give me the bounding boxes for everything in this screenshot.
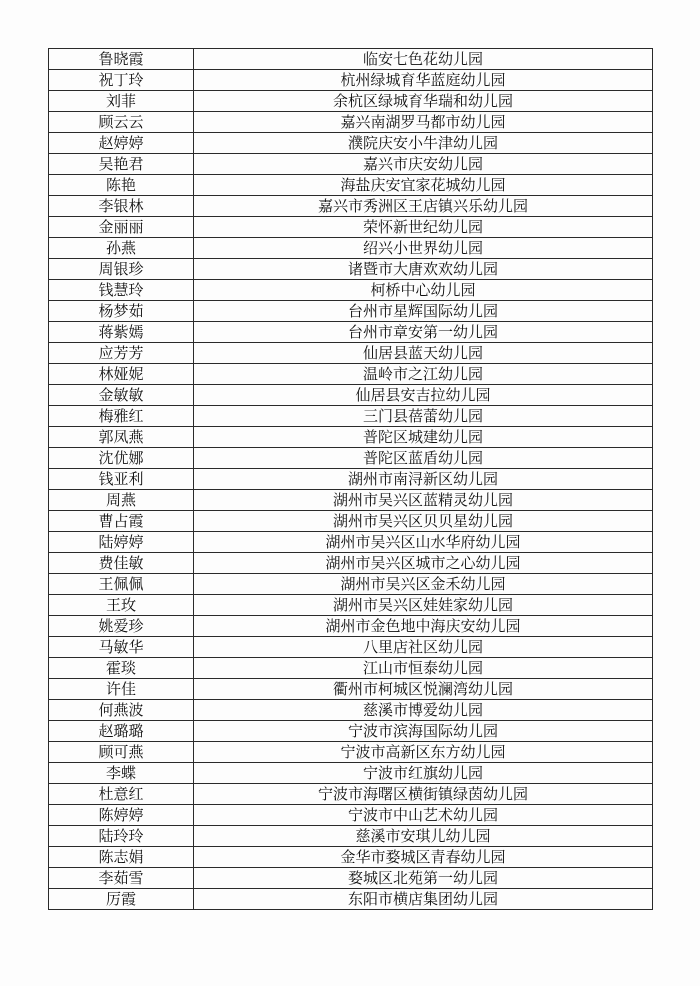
kindergarten-name-cell: 仙居县安吉拉幼儿园 bbox=[194, 385, 653, 406]
table-row bbox=[49, 154, 653, 175]
table-row bbox=[49, 889, 653, 910]
table-row bbox=[49, 364, 653, 385]
kindergarten-name-cell: 杭州绿城育华蓝庭幼儿园 bbox=[194, 70, 653, 91]
teacher-name-cell: 蒋紫嫣 bbox=[49, 322, 194, 343]
teacher-name-cell: 王佩佩 bbox=[49, 574, 194, 595]
table-row bbox=[49, 322, 653, 343]
teacher-name-cell: 吴艳君 bbox=[49, 154, 194, 175]
teacher-name-cell: 陈志娟 bbox=[49, 847, 194, 868]
teacher-name-cell: 姚爱珍 bbox=[49, 616, 194, 637]
kindergarten-name-cell: 台州市章安第一幼儿园 bbox=[194, 322, 653, 343]
roster-table bbox=[48, 48, 653, 910]
teacher-name-cell: 许佳 bbox=[49, 679, 194, 700]
kindergarten-name-cell: 海盐庆安宜家花城幼儿园 bbox=[194, 175, 653, 196]
table-row bbox=[49, 133, 653, 154]
table-row bbox=[49, 763, 653, 784]
teacher-name-cell: 陈婷婷 bbox=[49, 805, 194, 826]
kindergarten-name-cell: 台州市星辉国际幼儿园 bbox=[194, 301, 653, 322]
kindergarten-name-cell: 湖州市吴兴区山水华府幼儿园 bbox=[194, 532, 653, 553]
table-row bbox=[49, 511, 653, 532]
kindergarten-name-cell: 湖州市吴兴区城市之心幼儿园 bbox=[194, 553, 653, 574]
table-row bbox=[49, 658, 653, 679]
teacher-name-cell: 周银珍 bbox=[49, 259, 194, 280]
kindergarten-name-cell: 湖州市吴兴区金禾幼儿园 bbox=[194, 574, 653, 595]
table-row bbox=[49, 574, 653, 595]
table-row bbox=[49, 553, 653, 574]
kindergarten-name-cell: 金华市婺城区青春幼儿园 bbox=[194, 847, 653, 868]
kindergarten-name-cell: 嘉兴南湖罗马都市幼儿园 bbox=[194, 112, 653, 133]
teacher-name-cell: 赵璐璐 bbox=[49, 721, 194, 742]
teacher-name-cell: 顾云云 bbox=[49, 112, 194, 133]
table-row bbox=[49, 301, 653, 322]
table-row bbox=[49, 616, 653, 637]
teacher-name-cell: 林娅妮 bbox=[49, 364, 194, 385]
kindergarten-name-cell: 温岭市之江幼儿园 bbox=[194, 364, 653, 385]
kindergarten-name-cell: 湖州市吴兴区蓝精灵幼儿园 bbox=[194, 490, 653, 511]
teacher-name-cell: 应芳芳 bbox=[49, 343, 194, 364]
kindergarten-name-cell: 宁波市高新区东方幼儿园 bbox=[194, 742, 653, 763]
table-row bbox=[49, 196, 653, 217]
teacher-name-cell: 梅雅红 bbox=[49, 406, 194, 427]
teacher-name-cell: 李蝶 bbox=[49, 763, 194, 784]
table-row bbox=[49, 784, 653, 805]
kindergarten-name-cell: 婺城区北苑第一幼儿园 bbox=[194, 868, 653, 889]
teacher-name-cell: 祝丁玲 bbox=[49, 70, 194, 91]
kindergarten-name-cell: 宁波市滨海国际幼儿园 bbox=[194, 721, 653, 742]
kindergarten-name-cell: 诸暨市大唐欢欢幼儿园 bbox=[194, 259, 653, 280]
table-row bbox=[49, 469, 653, 490]
table-row bbox=[49, 826, 653, 847]
table-row bbox=[49, 847, 653, 868]
teacher-name-cell: 李茹雪 bbox=[49, 868, 194, 889]
kindergarten-name-cell: 八里店社区幼儿园 bbox=[194, 637, 653, 658]
table-row bbox=[49, 259, 653, 280]
teacher-name-cell: 陆玲玲 bbox=[49, 826, 194, 847]
kindergarten-name-cell: 江山市恒泰幼儿园 bbox=[194, 658, 653, 679]
kindergarten-name-cell: 三门县蓓蕾幼儿园 bbox=[194, 406, 653, 427]
kindergarten-name-cell: 慈溪市安琪儿幼儿园 bbox=[194, 826, 653, 847]
teacher-name-cell: 钱亚利 bbox=[49, 469, 194, 490]
teacher-name-cell: 杨梦茹 bbox=[49, 301, 194, 322]
kindergarten-name-cell: 临安七色花幼儿园 bbox=[194, 49, 653, 70]
kindergarten-name-cell: 湖州市吴兴区娃娃家幼儿园 bbox=[194, 595, 653, 616]
table-row bbox=[49, 280, 653, 301]
table-row bbox=[49, 637, 653, 658]
kindergarten-name-cell: 湖州市金色地中海庆安幼儿园 bbox=[194, 616, 653, 637]
roster-table-body bbox=[49, 49, 653, 910]
teacher-name-cell: 沈优娜 bbox=[49, 448, 194, 469]
kindergarten-name-cell: 绍兴小世界幼儿园 bbox=[194, 238, 653, 259]
teacher-name-cell: 刘菲 bbox=[49, 91, 194, 112]
teacher-name-cell: 金敏敏 bbox=[49, 385, 194, 406]
table-row bbox=[49, 91, 653, 112]
kindergarten-name-cell: 衢州市柯城区悦澜湾幼儿园 bbox=[194, 679, 653, 700]
kindergarten-name-cell: 柯桥中心幼儿园 bbox=[194, 280, 653, 301]
teacher-name-cell: 鲁晓霞 bbox=[49, 49, 194, 70]
table-row bbox=[49, 868, 653, 889]
kindergarten-name-cell: 荣怀新世纪幼儿园 bbox=[194, 217, 653, 238]
table-row bbox=[49, 406, 653, 427]
teacher-name-cell: 霍琰 bbox=[49, 658, 194, 679]
teacher-name-cell: 顾可燕 bbox=[49, 742, 194, 763]
table-row bbox=[49, 721, 653, 742]
kindergarten-name-cell: 普陀区蓝盾幼儿园 bbox=[194, 448, 653, 469]
table-row bbox=[49, 49, 653, 70]
table-row bbox=[49, 490, 653, 511]
table-row bbox=[49, 385, 653, 406]
table-row bbox=[49, 343, 653, 364]
table-row bbox=[49, 217, 653, 238]
kindergarten-name-cell: 普陀区城建幼儿园 bbox=[194, 427, 653, 448]
teacher-name-cell: 厉霞 bbox=[49, 889, 194, 910]
kindergarten-name-cell: 湖州市南浔新区幼儿园 bbox=[194, 469, 653, 490]
table-row bbox=[49, 427, 653, 448]
teacher-name-cell: 费佳敏 bbox=[49, 553, 194, 574]
teacher-name-cell: 周燕 bbox=[49, 490, 194, 511]
table-row bbox=[49, 112, 653, 133]
kindergarten-name-cell: 嘉兴市秀洲区王店镇兴乐幼儿园 bbox=[194, 196, 653, 217]
table-row bbox=[49, 595, 653, 616]
teacher-name-cell: 陈艳 bbox=[49, 175, 194, 196]
teacher-name-cell: 赵婷婷 bbox=[49, 133, 194, 154]
teacher-name-cell: 陆婷婷 bbox=[49, 532, 194, 553]
kindergarten-name-cell: 慈溪市博爱幼儿园 bbox=[194, 700, 653, 721]
kindergarten-name-cell: 宁波市红旗幼儿园 bbox=[194, 763, 653, 784]
kindergarten-name-cell: 东阳市横店集团幼儿园 bbox=[194, 889, 653, 910]
teacher-name-cell: 孙燕 bbox=[49, 238, 194, 259]
table-row bbox=[49, 175, 653, 196]
kindergarten-name-cell: 余杭区绿城育华瑞和幼儿园 bbox=[194, 91, 653, 112]
kindergarten-name-cell: 仙居县蓝天幼儿园 bbox=[194, 343, 653, 364]
table-row bbox=[49, 238, 653, 259]
table-row bbox=[49, 805, 653, 826]
kindergarten-name-cell: 湖州市吴兴区贝贝星幼儿园 bbox=[194, 511, 653, 532]
table-row bbox=[49, 679, 653, 700]
teacher-name-cell: 杜意红 bbox=[49, 784, 194, 805]
teacher-name-cell: 王玫 bbox=[49, 595, 194, 616]
teacher-name-cell: 钱慧玲 bbox=[49, 280, 194, 301]
table-row bbox=[49, 532, 653, 553]
kindergarten-name-cell: 宁波市海曙区横街镇绿茵幼儿园 bbox=[194, 784, 653, 805]
teacher-name-cell: 何燕波 bbox=[49, 700, 194, 721]
teacher-name-cell: 马敏华 bbox=[49, 637, 194, 658]
kindergarten-name-cell: 嘉兴市庆安幼儿园 bbox=[194, 154, 653, 175]
table-row bbox=[49, 70, 653, 91]
teacher-name-cell: 金丽丽 bbox=[49, 217, 194, 238]
teacher-name-cell: 曹占霞 bbox=[49, 511, 194, 532]
table-row bbox=[49, 700, 653, 721]
table-row bbox=[49, 742, 653, 763]
kindergarten-name-cell: 宁波市中山艺术幼儿园 bbox=[194, 805, 653, 826]
teacher-name-cell: 郭凤燕 bbox=[49, 427, 194, 448]
kindergarten-name-cell: 濮院庆安小牛津幼儿园 bbox=[194, 133, 653, 154]
teacher-name-cell: 李银林 bbox=[49, 196, 194, 217]
table-row bbox=[49, 448, 653, 469]
